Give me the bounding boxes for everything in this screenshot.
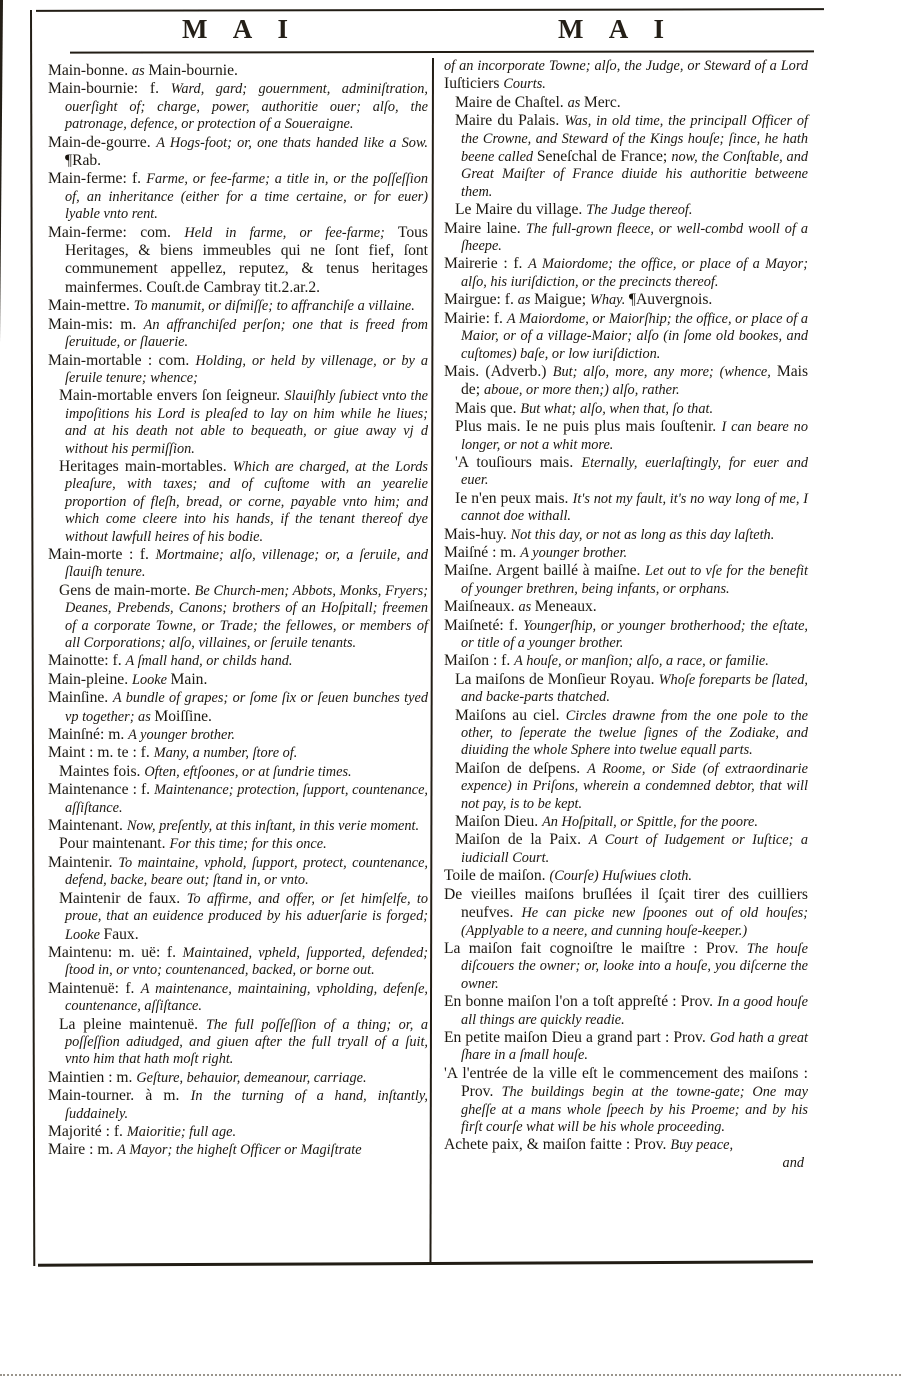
definition-text: Many, a number, ſtore of.: [153, 745, 298, 762]
frame-top-rule: [36, 8, 824, 12]
dictionary-entry: [444, 940, 808, 993]
dictionary-entry: [444, 526, 808, 544]
headword-text: Mainſné: m.: [48, 726, 129, 744]
definition-text: Be Church-men; Abbots, Monks, Fryers; Deanes, Prebends, Canons; brothers of an Hoſpitall; freemen of a corporate Towne, or Trade; the fellowes, or members of all Corporations; alſo, villaines, or ſeruile tenants.: [65, 582, 428, 651]
headword-text: Maiſneaux.: [444, 598, 519, 616]
headword-text: Achete paix, & maiſon faitte : Prov.: [444, 1136, 671, 1154]
definition-text: To manumit, or diſmiſſe; to affranchiſe a villaine.: [133, 298, 415, 315]
headword-text: Main-morte : f.: [48, 545, 156, 563]
definition-text: Maioritie; full age.: [126, 1123, 237, 1140]
headword-text: Iuſticiers: [444, 75, 504, 93]
headword-text: Mainſine.: [48, 689, 113, 707]
definition-text: Holding, or held by villenage, or by a ſeruile tenure; whence;: [65, 352, 428, 386]
headword-text: Seneſchal de France;: [536, 148, 672, 166]
dictionary-entry: [444, 562, 808, 598]
headword-text: Main-mortable envers ſon ſeigneur.: [59, 387, 285, 405]
frame-bottom-rule: [38, 1260, 813, 1266]
definition-text: (Courſe) Huſwiues cloth.: [549, 868, 693, 885]
dictionary-entry: [444, 400, 808, 418]
definition-text: The full poſſeſſion of a thing; or, a poſſeſſion adiudged, and giuen after the full tryall of a ſuit, vnto him that hath moſt right.: [65, 1016, 428, 1068]
dictionary-entry: [444, 1136, 808, 1154]
headword-text: Maiſon de la Paix.: [455, 831, 589, 849]
dictionary-entry: [48, 387, 428, 458]
headword-text: Maint : m. te : f.: [48, 744, 154, 762]
dictionary-entry: [48, 781, 428, 817]
dictionary-entry: [444, 310, 808, 363]
definition-text: Mortmaine; alſo, villenage; or, a ſeruile, and ſlauiſh tenure.: [65, 546, 428, 581]
definition-text: aboue, or more then;) alſo, rather.: [483, 382, 680, 399]
headword-text: La pleine maintenuë.: [59, 1015, 206, 1033]
dictionary-entry: [48, 62, 428, 80]
headword-text: Maiſné : m.: [444, 543, 521, 561]
dictionary-entry: [48, 763, 428, 781]
definition-text: Maintained, vpheld, ſupported, defended; ſtood in, or vnto; countenanced, backed, or borne out.: [65, 944, 428, 979]
dictionary-entry: [444, 291, 808, 309]
dictionary-entry: [444, 544, 808, 562]
headword-text: Main-tourner. à m.: [48, 1087, 191, 1105]
headword-text: Mais de;: [461, 362, 809, 399]
definition-text: as: [567, 94, 584, 111]
definition-text: To affirme, and offer, or ſet himſelfe, to proue, that an euidence produced by his aduerſarie is forged; Looke: [65, 890, 428, 943]
headword-text: Maintes fois.: [59, 762, 145, 780]
headword-text: Mairie: f.: [444, 309, 507, 327]
column-divider-rule: [429, 58, 434, 1262]
definition-text: The buildings begin at the towne-gate; One may gheſſe at a mans whole ſpeech by his Proeme; and by his firſt courſe what will be his whole proceeding.: [461, 1084, 808, 1135]
dictionary-entry: [48, 316, 428, 352]
definition-text: as: [517, 292, 535, 309]
dictionary-entry: [444, 671, 808, 707]
definition-text: Youngerſhip, or younger brotherhood; the eſtate, or title of a younger brother.: [461, 617, 808, 651]
dictionary-entry: [48, 352, 428, 388]
dictionary-entry: [48, 1123, 428, 1141]
dictionary-entry: [444, 94, 808, 112]
definition-text: A Hogs-foot; or, one thats handed like a Sow.: [156, 134, 429, 151]
headword-text: Maintenant.: [48, 817, 127, 835]
definition-text: and: [782, 1154, 804, 1171]
headword-text: Plus mais. Ie ne puis plus mais ſouſtenir.: [455, 418, 722, 436]
definition-text: A houſe, or manſion; alſo, a race, or familie.: [514, 653, 769, 670]
dictionary-entry: [48, 1087, 428, 1123]
definition-text: Courts.: [503, 76, 546, 93]
definition-text: A younger brother.: [520, 544, 628, 561]
headword-text: De vieilles maiſons bruſlées il ſçait tirer des cuilliers neufves.: [444, 885, 808, 922]
dictionary-entry: [48, 297, 428, 315]
headword-text: Mainotte: f.: [48, 652, 126, 670]
definition-text: Held in farme, or fee-farme;: [184, 224, 398, 241]
headword-text: Gens de main-morte.: [59, 581, 195, 599]
headword-text: Main-mis: m.: [48, 315, 144, 333]
headword-text: Main-bournie.: [148, 62, 238, 79]
dictionary-entry: [48, 726, 428, 744]
page-bottom-edge-line: [0, 1374, 901, 1376]
headword-text: Main.: [170, 670, 208, 688]
dictionary-entry: [444, 454, 808, 490]
dictionary-entry: [444, 58, 808, 94]
dictionary-entry: [444, 112, 808, 201]
headword-text: Heritages main-mortables.: [59, 457, 233, 475]
headword-text: Main-mortable : com.: [48, 351, 196, 369]
dictionary-entry: [444, 993, 808, 1029]
definition-text: of an incorporate Towne; alſo, the Judge, or Steward of a Lord: [444, 58, 808, 74]
dictionary-entry: [444, 867, 808, 885]
headword-text: Mais. (Adverb.): [444, 362, 553, 380]
headword-text: ¶Rab.: [65, 152, 102, 170]
definition-text: A Maiordome, or Maiorſhip; the office, or place of a Maior, or of a village-Maior; alſo (in ſome old bookes, and cuſtomes) baſe, or low iuriſdiction.: [461, 310, 808, 362]
dictionary-entry: [48, 458, 428, 546]
dictionary-entry: [444, 617, 808, 653]
headword-text: Maintenir.: [48, 853, 119, 871]
dictionary-entry: [48, 652, 428, 670]
headword-text: Main-de-gourre.: [48, 133, 157, 151]
definition-text: For this time; for this once.: [169, 836, 327, 853]
dictionary-entry: [48, 546, 428, 582]
frame-right-rule: [0, 0, 3, 1208]
definition-text: now, the Conſtable, and Great Maiſter of France diuide his authoritie betweene them.: [461, 149, 808, 200]
definition-text: Slauiſhly ſubiect vnto the impoſitions his Lord is pleaſed to lay on him while he liues; and at his death not able to bequeath, or giue away vj d without his permiſſion.: [65, 388, 428, 457]
dictionary-entry: [48, 980, 428, 1016]
definition-text: A ſmall hand, or childs hand.: [125, 653, 293, 670]
headword-text: Majorité : f.: [48, 1122, 127, 1140]
dictionary-entry: [48, 817, 428, 835]
dictionary-entry: [444, 1065, 808, 1137]
headword-text: Tous Heritages, & biens immeubles qui ne ſont fief, ſont communement appellez, reputez, & tenus heritages mainfermes. Couſt.de Cambray tit.2.ar.2.: [65, 223, 429, 296]
headword-text: Mairgue: f.: [444, 291, 518, 309]
definition-text: An Hoſpitall, or Spittle, for the poore.: [542, 814, 758, 831]
definition-text: I can beare no longer, or not a whit more.: [461, 419, 808, 453]
headword-text: Main-ferme: f.: [48, 170, 147, 188]
headword-text: Maintenance : f.: [48, 781, 155, 799]
dictionary-entry: [48, 1016, 428, 1069]
headword-text: Maiſneté: f.: [444, 616, 524, 634]
dictionary-entry: [444, 813, 808, 831]
headword-text: Maiſne. Argent baillé à maiſne.: [444, 562, 646, 580]
definition-text: To maintaine, vphold, ſupport, protect, countenance, defend, backe, beare out; ſtand in, or vnto.: [65, 854, 428, 889]
definition-text: God hath a great ſhare in a ſmall houſe.: [461, 1029, 809, 1064]
dictionary-entry: [48, 890, 428, 944]
definition-text: A Mayor; the higheſt Officer or Magiſtrate: [117, 1142, 362, 1159]
definition-text: The Judge thereof.: [586, 202, 693, 219]
headword-text: Maintenir de faux.: [59, 889, 187, 907]
definition-text: Not this day, or not as long as this day laſteth.: [510, 526, 775, 543]
definition-text: Geſture, behauior, demeanour, carriage.: [136, 1069, 367, 1086]
definition-text: Whoſe foreparts be ſlated, and backe-parts thatched.: [461, 671, 808, 706]
frame-left-rule: [30, 10, 35, 1266]
headword-text: En petite maiſon Dieu a grand part : Prov.: [444, 1028, 710, 1046]
headword-text: Main-mettre.: [48, 297, 134, 315]
headword-text: Mais-huy.: [444, 525, 511, 543]
dictionary-entry: [444, 490, 808, 526]
headword-text: Maiſon Dieu.: [455, 813, 543, 831]
definition-text: A younger brother.: [128, 727, 235, 744]
dictionary-entry: [444, 255, 808, 291]
definition-text: Let out to vſe for the benefit of younger brethren, being infants, or orphans.: [461, 563, 808, 597]
definition-text: Looke: [132, 671, 171, 688]
definition-text: Eternally, euerlaſtingly, for euer and euer.: [461, 454, 808, 489]
dictionary-entry: [444, 886, 808, 940]
headword-text: Moiſſine.: [154, 707, 212, 725]
running-head-right: M A I: [557, 14, 674, 44]
definition-text: Buy peace,: [670, 1137, 734, 1154]
definition-text: Was, in old time, the principall Officer of the Crowne, and Steward of the Kings houſe; ſince, he hath beene called: [461, 113, 808, 166]
headword-text: Ie n'en peux mais.: [455, 489, 573, 507]
dictionary-entry: [444, 652, 808, 670]
dictionary-entry: [48, 1069, 428, 1087]
headword-text: La maiſons de Monſieur Royau.: [455, 670, 659, 688]
headword-text: Maiſon : f.: [444, 652, 515, 670]
dictionary-entry: [48, 689, 428, 726]
header-rule: [70, 50, 814, 53]
headword-text: Maintenuë: f.: [48, 979, 141, 997]
dictionary-entry: [48, 1141, 428, 1159]
headword-text: Maintien : m.: [48, 1068, 137, 1086]
definition-text: It's not my fault, it's no way long of me, I cannot doe withall.: [461, 490, 808, 525]
definition-text: A Court of Iudgement or Iuſtice; a iudiciall Court.: [461, 832, 808, 866]
dictionary-entry: [48, 582, 428, 653]
dictionary-entry: [48, 944, 428, 980]
dictionary-entry: [444, 363, 808, 400]
definition-text: A maintenance, maintaining, vpholding, defenſe, countenance, aſſiſtance.: [65, 980, 429, 1015]
definition-text: An affranchiſed perſon; one that is freed from ſeruitude, or ſlauerie.: [65, 316, 428, 351]
definition-text: He can picke new ſpoones out of old houſes; (Applyable to a neere, and cunning houſe-keeper.): [461, 905, 808, 939]
dictionary-entry: [48, 134, 428, 171]
definition-text: The houſe diſcouers the owner; or, looke into a houſe, you diſcerne the owner.: [461, 940, 808, 992]
running-head-left: M A I: [181, 14, 298, 44]
dictionary-entry: [444, 220, 808, 256]
definition-text: Ward, gard; gouernment, adminiſtration, ouerſight of; charge, power, authoritie ouer; alſo, the patronage, defence, or protection of a Soueraigne.: [65, 81, 428, 133]
dictionary-entry: [444, 831, 808, 867]
headword-text: 'A l'entrée de la ville eſt le commencement des maiſons : Prov.: [444, 1064, 808, 1101]
definition-text: as: [518, 599, 535, 616]
definition-text: Whay.: [589, 292, 629, 309]
headword-text: Main-bonne.: [48, 62, 133, 79]
definition-text: But; alſo, more, any more; (whence,: [552, 363, 777, 380]
dictionary-entry: [48, 224, 428, 298]
definition-text: A Maiordome; the office, or place of a Mayor; alſo, his iuriſdiction, or the precincts thereof.: [461, 256, 808, 290]
headword-text: Le Maire du village.: [455, 201, 587, 219]
definition-text: Circles drawne from the one pole to the other, to ſeperate the twelue ſignes of the Zodiake, and diuiding the whole Sphere into twelue equall parts.: [461, 707, 809, 759]
headword-text: ¶Auvergnois.: [628, 291, 713, 309]
dictionary-entry: [48, 835, 428, 853]
left-column: [48, 62, 428, 1160]
headword-text: Mais que.: [455, 399, 521, 417]
headword-text: Maire de Chaſtel.: [455, 93, 568, 111]
headword-text: Maire : m.: [48, 1141, 118, 1159]
definition-text: In the turning of a hand, inſtantly, ſuddainely.: [65, 1088, 429, 1122]
dictionary-entry: [444, 1155, 808, 1172]
definition-text: A Roome, or Side (of extraordinarie expence) in Priſons, wherein a condemned debtor, that will not pay, is to be kept.: [461, 760, 808, 812]
dictionary-entry: [48, 80, 428, 133]
dictionary-entry: [444, 418, 808, 454]
definition-text: Maintenance; protection, ſupport, countenance, aſſiſtance.: [65, 782, 428, 816]
headword-text: Faux.: [103, 925, 139, 943]
dictionary-entry: [48, 671, 428, 689]
headword-text: Main-bournie: f.: [48, 80, 171, 98]
headword-text: Pour maintenant.: [59, 835, 170, 853]
headword-text: Mairerie : f.: [444, 255, 529, 273]
headword-text: Maire du Palais.: [455, 112, 565, 130]
dictionary-entry: [48, 744, 428, 762]
definition-text: Now, preſently, at this inſtant, in this verie moment.: [126, 818, 420, 835]
definition-text: A bundle of grapes; or ſome ſix or ſeuen bunches tyed vp together; as: [65, 690, 428, 725]
definition-text: But what; alſo, when that, ſo that.: [520, 400, 714, 417]
dictionary-entry: [48, 854, 428, 890]
headword-text: Maigue;: [534, 291, 590, 309]
dictionary-entry: [48, 170, 428, 223]
definition-text: The full-grown fleece, or well-combd wooll of a ſheepe.: [461, 220, 808, 255]
headword-text: 'A touſiours mais.: [455, 453, 582, 471]
dictionary-entry: [444, 201, 808, 219]
headword-text: En bonne maiſon l'on a toſt appreſté : Prov.: [444, 993, 718, 1011]
headword-text: La maiſon fait cognoiſtre le maiſtre : Prov.: [444, 939, 747, 957]
headword-text: Maiſons au ciel.: [455, 706, 566, 724]
definition-text: as: [132, 63, 149, 79]
headword-text: Maiſon de deſpens.: [455, 759, 588, 777]
headword-text: Main-ferme: com.: [48, 223, 185, 241]
headword-text: Meneaux.: [534, 598, 597, 616]
definition-text: In a good houſe all things are quickly readie.: [461, 994, 808, 1028]
definition-text: Often, eftſoones, or at ſundrie times.: [144, 763, 352, 780]
definition-text: Which are charged, at the Lords pleaſure, with taxes; and of cuſtome with an yearelie proportion of fleſh, bread, or corne, payable vnto him; and which come cleere into his hands, if the tenant thereof dye without lawfull heires of his bodie.: [65, 458, 428, 545]
headword-text: Toile de maiſon.: [444, 867, 550, 885]
headword-text: Maintenu: m. uë: f.: [48, 943, 183, 961]
dictionary-entry: [444, 1029, 808, 1065]
definition-text: Farme, or fee-farme; a title in, or the poſſeſſion of, an inheritance (either for a time certaine, or for euer) lyable vnto rent.: [65, 171, 429, 223]
dictionary-entry: [444, 760, 808, 813]
headword-text: Main-pleine.: [48, 670, 133, 688]
headword-text: Merc.: [583, 93, 621, 111]
dictionary-entry: [444, 598, 808, 616]
dictionary-entry: [444, 707, 808, 760]
right-column: [444, 58, 808, 1172]
headword-text: Maire laine.: [444, 219, 526, 237]
